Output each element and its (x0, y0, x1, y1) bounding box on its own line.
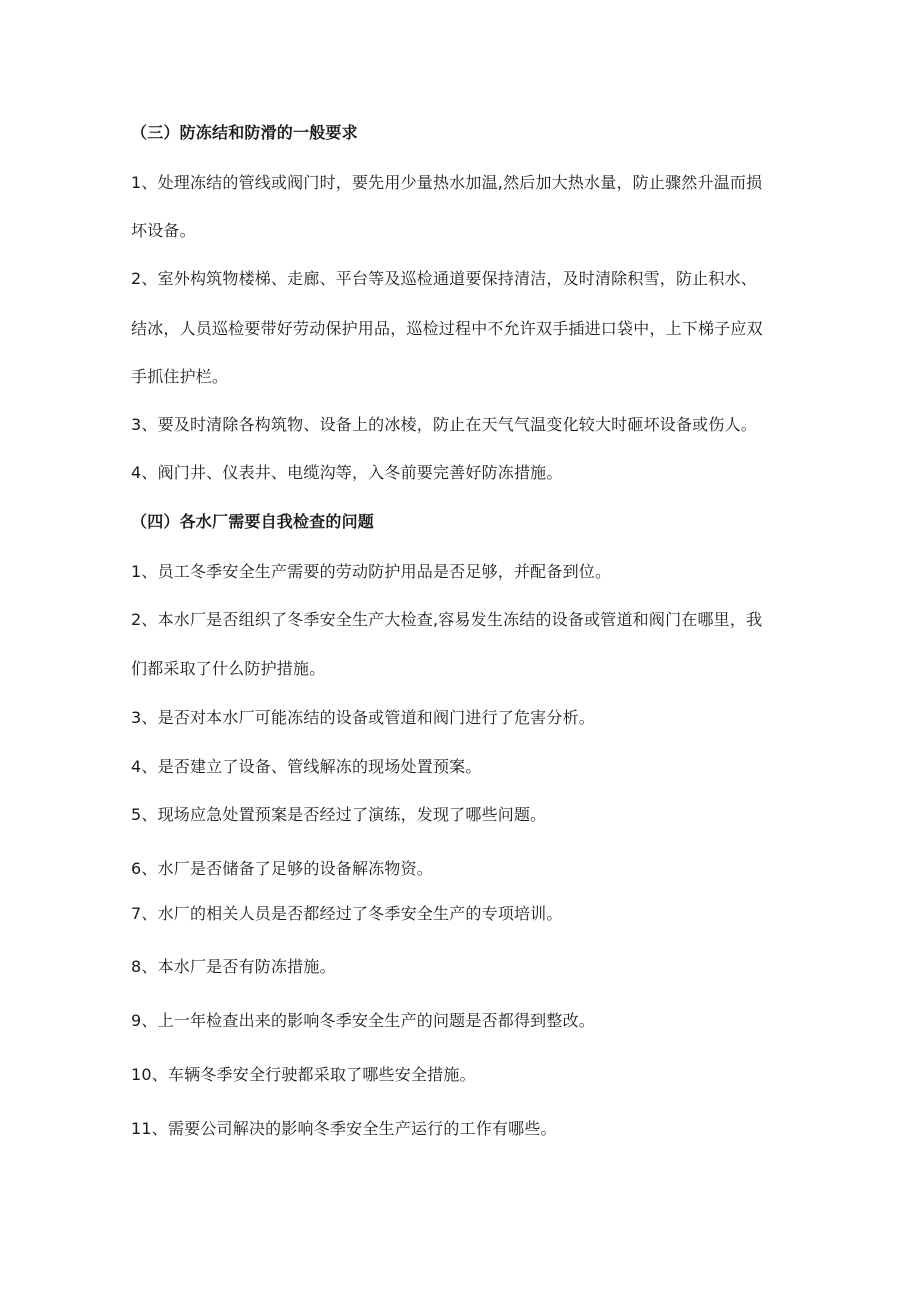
section-4-heading: （四）各水厂需要自我检查的问题 (131, 512, 375, 531)
section-4-item-11: 11、需要公司解决的影响冬季安全生产运行的工作有哪些。 (131, 1119, 557, 1138)
section-3-item-2-line-2: 结冰，人员巡检要带好劳动保护用品，巡检过程中不允许双手插进口袋中，上下梯子应双 (131, 319, 763, 338)
section-4-item-6: 6、水厂是否储备了足够的设备解冻物资。 (131, 859, 433, 878)
section-3-item-2-line-3: 手抓住护栏。 (131, 367, 229, 386)
section-4-item-9: 9、上一年检查出来的影响冬季安全生产的问题是否都得到整改。 (131, 1011, 595, 1030)
section-4-item-7: 7、水厂的相关人员是否都经过了冬季安全生产的专项培训。 (131, 904, 563, 923)
section-3-heading: （三）防冻结和防滑的一般要求 (131, 123, 358, 142)
section-4-item-8: 8、本水厂是否有防冻措施。 (131, 957, 336, 976)
section-4-item-2-line-1: 2、本水厂是否组织了冬季安全生产大检查,容易发生冻结的设备或管道和阀门在哪里，我 (131, 610, 763, 629)
section-4-item-1: 1、员工冬季安全生产需要的劳动防护用品是否足够，并配备到位。 (131, 562, 612, 581)
section-3-item-2-line-1: 2、室外构筑物楼梯、走廊、平台等及巡检通道要保持清洁，及时清除积雪，防止积水、 (131, 269, 757, 288)
section-4-item-3: 3、是否对本水厂可能冻结的设备或管道和阀门进行了危害分析。 (131, 708, 595, 727)
section-3-item-1-line-2: 坏设备。 (131, 221, 196, 240)
section-4-item-10: 10、车辆冬季安全行驶都采取了哪些安全措施。 (131, 1065, 476, 1084)
section-3-item-4: 4、阀门井、仪表井、电缆沟等，入冬前要完善好防冻措施。 (131, 463, 563, 482)
section-4-item-4: 4、是否建立了设备、管线解冻的现场处置预案。 (131, 757, 482, 776)
section-4-item-2-line-2: 们都采取了什么防护措施。 (131, 659, 326, 678)
section-4-item-5: 5、现场应急处置预案是否经过了演练，发现了哪些问题。 (131, 805, 547, 824)
section-3-item-1-line-1: 1、处理冻结的管线或阀门时，要先用少量热水加温,然后加大热水量，防止骤然升温而损 (131, 173, 763, 192)
section-3-item-3: 3、要及时清除各构筑物、设备上的冰棱，防止在天气气温变化较大时砸坏设备或伤人。 (131, 415, 757, 434)
